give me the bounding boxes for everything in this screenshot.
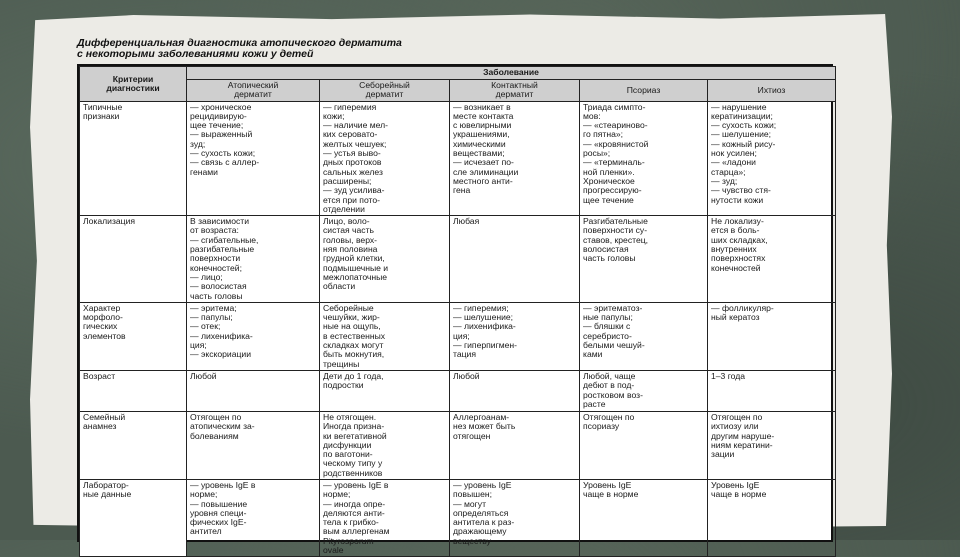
- table-cell: Отягощен по псориазу: [580, 411, 708, 479]
- table-cell: Себорейные чешуйки, жир- ные на ощупь, в естественных складках могут быть мокнутия, трещины: [320, 302, 450, 370]
- criterion-cell: Типичные признаки: [80, 101, 187, 216]
- table-cell: — уровень IgE в норме; — повышение уровня специ- фических IgE- антител: [187, 479, 320, 556]
- table-cell: Уровень IgE чаще в норме: [580, 479, 708, 556]
- disease-group-header: Заболевание: [187, 67, 836, 80]
- column-header-contact: Контактный дерматит: [450, 80, 580, 102]
- table-cell: 1–3 года: [708, 370, 836, 411]
- table-row-family-history: [80, 411, 836, 479]
- criterion-cell: Характер морфоло- гических элементов: [80, 302, 187, 370]
- table-cell: Отягощен по атопическим за- болеваниям: [187, 411, 320, 479]
- table-row-morphology: [80, 302, 836, 370]
- table-cell: Любой: [450, 370, 580, 411]
- document: [77, 37, 833, 556]
- column-header-atopic: Атопический дерматит: [187, 80, 320, 102]
- header-row-group: [80, 67, 836, 80]
- table-cell: В зависимости от возраста: — сгибательные, разгибательные поверхности конечностей; — лицо; — волосистая часть головы: [187, 216, 320, 303]
- table-cell: Дети до 1 года, подростки: [320, 370, 450, 411]
- table-cell: Отягощен по ихтиозу или другим наруше- ниям кератини- зации: [708, 411, 836, 479]
- table-row-age: [80, 370, 836, 411]
- criterion-cell: Локализация: [80, 216, 187, 303]
- table-cell: Не отягощен. Иногда призна- ки вегетативной дисфункции по ваготони- ческому типу у родственников: [320, 411, 450, 479]
- table-cell: Любой: [187, 370, 320, 411]
- table-cell: — гиперемия; — шелушение; — лихенифика- ция; — гиперпигмен- тация: [450, 302, 580, 370]
- table-cell: — хроническое рецидивирую- щее течение; — выраженный зуд; — сухость кожи; — связь с аллер- генами: [187, 101, 320, 216]
- table-row-typical-signs: [80, 101, 836, 216]
- table-row-localization: [80, 216, 836, 303]
- column-header-psoriasis: Псориаз: [580, 80, 708, 102]
- table-cell: — гиперемия кожи; — наличие мел- ких серовато- желтых чешуек; — устья выво- дных протоков сальных желез расширены; — зуд усилива- ется при пото- отделении: [320, 101, 450, 216]
- table-cell: — нарушение кератинизации; — сухость кожи; — шелушение; — кожный рису- нок усилен; — «ладони старца»; — зуд; — чувство стя- нутости кожи: [708, 101, 836, 216]
- table-cell: — эритематоз- ные папулы; — бляшки с серебристо- белыми чешуй- ками: [580, 302, 708, 370]
- column-header-ichthyosis: Ихтиоз: [708, 80, 836, 102]
- table-cell: Любая: [450, 216, 580, 303]
- header-row-diseases: [80, 80, 836, 102]
- diagnosis-table-frame: [77, 64, 833, 556]
- table-cell: Разгибательные поверхности су- ставов, крестец, волосистая часть головы: [580, 216, 708, 303]
- table-cell: Любой, чаще дебют в под- ростковом воз- расте: [580, 370, 708, 411]
- table-cell: — эритема; — папулы; — отек; — лихенифика- ция; — экскориации: [187, 302, 320, 370]
- table-cell: — фолликуляр- ный кератоз: [708, 302, 836, 370]
- table-row-lab-data: [80, 479, 836, 556]
- criterion-cell: Семейный анамнез: [80, 411, 187, 479]
- criterion-cell: Лаборатор- ные данные: [80, 479, 187, 556]
- table-cell: — уровень IgE в норме; — иногда опре- деляются анти- тела к грибко- вым аллергенам Pityrosporum ovale: [320, 479, 450, 556]
- table-cell: Триада симпто- мов: — «стеариново- го пятна»; — «кровянистой росы»; — «терминаль- ной пленки». Хроническое прогрессирую- щее течение: [580, 101, 708, 216]
- table-cell: Аллергоанам- нез может быть отягощен: [450, 411, 580, 479]
- table-cell: — уровень IgE повышен; — могут определяться антитела к раз- дражающему веществу: [450, 479, 580, 556]
- table-cell: — возникает в месте контакта с ювелирными украшениями, химическими веществами; — исчезает по- сле элиминации местного анти- гена: [450, 101, 580, 216]
- criteria-header: Критерии диагностики: [80, 67, 187, 102]
- column-header-seborrheic: Себорейный дерматит: [320, 80, 450, 102]
- criterion-cell: Возраст: [80, 370, 187, 411]
- table-cell: Уровень IgE чаще в норме: [708, 479, 836, 556]
- document-title: Дифференциальная диагностика атопического дерматита с некоторыми заболеваниями кожи у детей: [77, 37, 402, 60]
- table-cell: Не локализу- ется в боль- ших складках, внутренних поверхностях конечностей: [708, 216, 836, 303]
- diagnosis-table: [79, 66, 836, 557]
- table-cell: Лицо, воло- систая часть головы, верх- няя половина грудной клетки, подмышечные и межлопаточные области: [320, 216, 450, 303]
